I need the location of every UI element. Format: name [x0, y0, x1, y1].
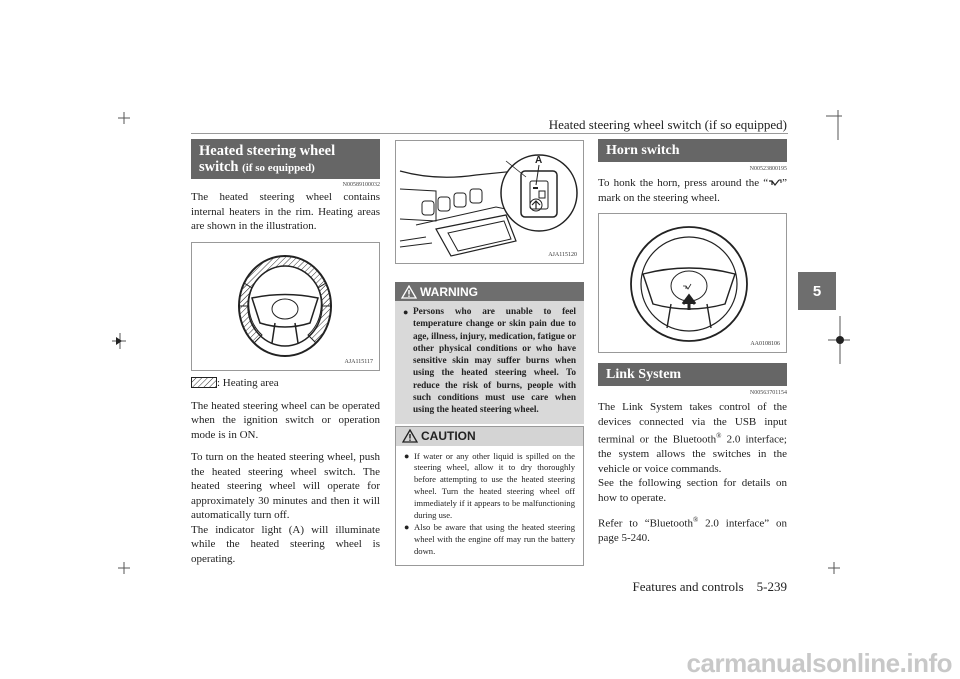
link-paragraphs: [598, 400, 787, 546]
caution-header: [396, 427, 583, 446]
bullet-icon: ●: [403, 307, 409, 317]
paragraph-ignition: The heated steering wheel can be operated when the ignition switch or operation mode is in ON.: [191, 399, 380, 441]
horn-paragraph: [598, 176, 787, 205]
bullet-icon: ●: [404, 450, 410, 461]
caution-item: [404, 522, 575, 557]
callout-a-label: A: [535, 155, 543, 166]
bullet-icon: ●: [404, 522, 410, 533]
crop-mark-top-left: [118, 112, 134, 128]
link-code: N00563701154: [749, 390, 787, 396]
column-horn-link: [598, 139, 787, 554]
crop-mark-right-middle: [828, 316, 852, 364]
heading-main: Heated steering wheel switch: [199, 143, 336, 175]
warning-item-text: Persons who are unable to feel temperature change or skin pain due to age, illness, injury, medication, fatigue or other physical conditions or who have sensitive skin may suffer burns when using the heated steering wheel. To reduce the risk of burns, people with such conditions must use care when using the heated steering wheel.: [413, 307, 576, 416]
warning-item: [403, 306, 576, 417]
intro-paragraph: [191, 190, 380, 234]
link-text-part1: The Link System takes control of the devices connected via the USB input terminal or the Bluetooth: [598, 401, 787, 446]
registered-mark: ®: [692, 516, 699, 525]
steering-wheel-heating-illustration: [192, 243, 379, 370]
link-text-part2: 2.0 interface; the system allows the switches in the vehicle or voice commands.: [598, 433, 787, 475]
horn-text-start: To honk the horn, press around the “: [598, 177, 769, 189]
paragraph-intro: The heated steering wheel contains internal heaters in the rim. Heating areas are shown in the illustration.: [191, 191, 380, 232]
warning-header: [395, 282, 584, 301]
crop-mark-left-middle: [112, 333, 128, 349]
legend-label: : Heating area: [217, 376, 279, 389]
caution-title: CAUTION: [421, 429, 476, 444]
crop-mark-bottom-left: [118, 560, 134, 576]
horn-instruction: [598, 176, 787, 205]
caution-box: [395, 426, 584, 566]
heating-area-legend: [191, 377, 380, 389]
column-heated-steering: [191, 139, 380, 574]
header-rule: [191, 133, 788, 134]
horn-symbol-icon: [768, 179, 782, 187]
page-footer: Features and controls 5-239: [632, 579, 787, 594]
section-heading-horn: Horn switch: [598, 139, 787, 162]
hatch-swatch-icon: [191, 377, 217, 388]
heading-small: (if so equipped): [242, 162, 315, 174]
steering-wheel-horn-illustration: [599, 214, 786, 352]
figure-code: AJA115117: [344, 358, 373, 365]
warning-body: [395, 301, 584, 424]
link-description: [598, 400, 787, 476]
warning-box: [395, 282, 584, 424]
figure-switch-location: [395, 140, 584, 264]
section-heading-heated-steering: [191, 139, 380, 179]
dashboard-switch-illustration: [396, 141, 583, 263]
crop-mark-bottom-right: [826, 560, 842, 576]
operation-paragraphs: [191, 399, 380, 567]
figure-horn: [598, 213, 787, 353]
figure-code: AJA115120: [548, 252, 577, 258]
caution-item-text: Also be aware that using the heated steering wheel with the engine off may run the battery down.: [414, 522, 575, 557]
section-heading-link-system: Link System: [598, 363, 787, 386]
crop-mark-top-right: [826, 110, 850, 142]
caution-item: [404, 451, 575, 522]
figure-heating-area: [191, 242, 380, 371]
horn-code: N00523800195: [749, 166, 787, 172]
link-see-following: See the following section for details on how to operate.: [598, 477, 787, 504]
paragraph-turn-on: To turn on the heated steering wheel, push the heated steering wheel switch. The heated steering wheel will operate for approximately 30 minutes and then it will automatically turn off.: [191, 451, 380, 521]
registered-mark: ®: [716, 432, 722, 440]
reference-text-part2: 2.0 interface” on page 5-240.: [598, 517, 787, 545]
watermark: carmanualsonline.info: [686, 648, 952, 678]
link-reference: [598, 513, 787, 546]
figure-code: AA0108106: [750, 341, 780, 347]
horn-text-end: ” mark on the steering wheel.: [598, 177, 787, 204]
caution-item-text: If water or any other liquid is spilled on the steering wheel, allow it to dry thoroughly before attempting to use the heated steering wheel. Turn the heated steering wheel off immediately if it appears to be malfunctioning during use.: [414, 450, 575, 520]
warning-triangle-icon: [401, 285, 417, 299]
running-header: Heated steering wheel switch (if so equipped): [548, 117, 787, 132]
paragraph-indicator: The indicator light (A) will illuminate while the heated steering wheel is operating.: [191, 523, 380, 565]
section-code: N00589100032: [342, 182, 380, 188]
caution-triangle-icon: [402, 429, 418, 443]
caution-body: [396, 446, 583, 565]
chapter-tab: 5: [798, 272, 836, 310]
warning-title: WARNING: [420, 284, 478, 299]
column-illustration-warnings: [395, 140, 584, 566]
reference-text-part1: Refer to “Bluetooth: [598, 517, 693, 530]
